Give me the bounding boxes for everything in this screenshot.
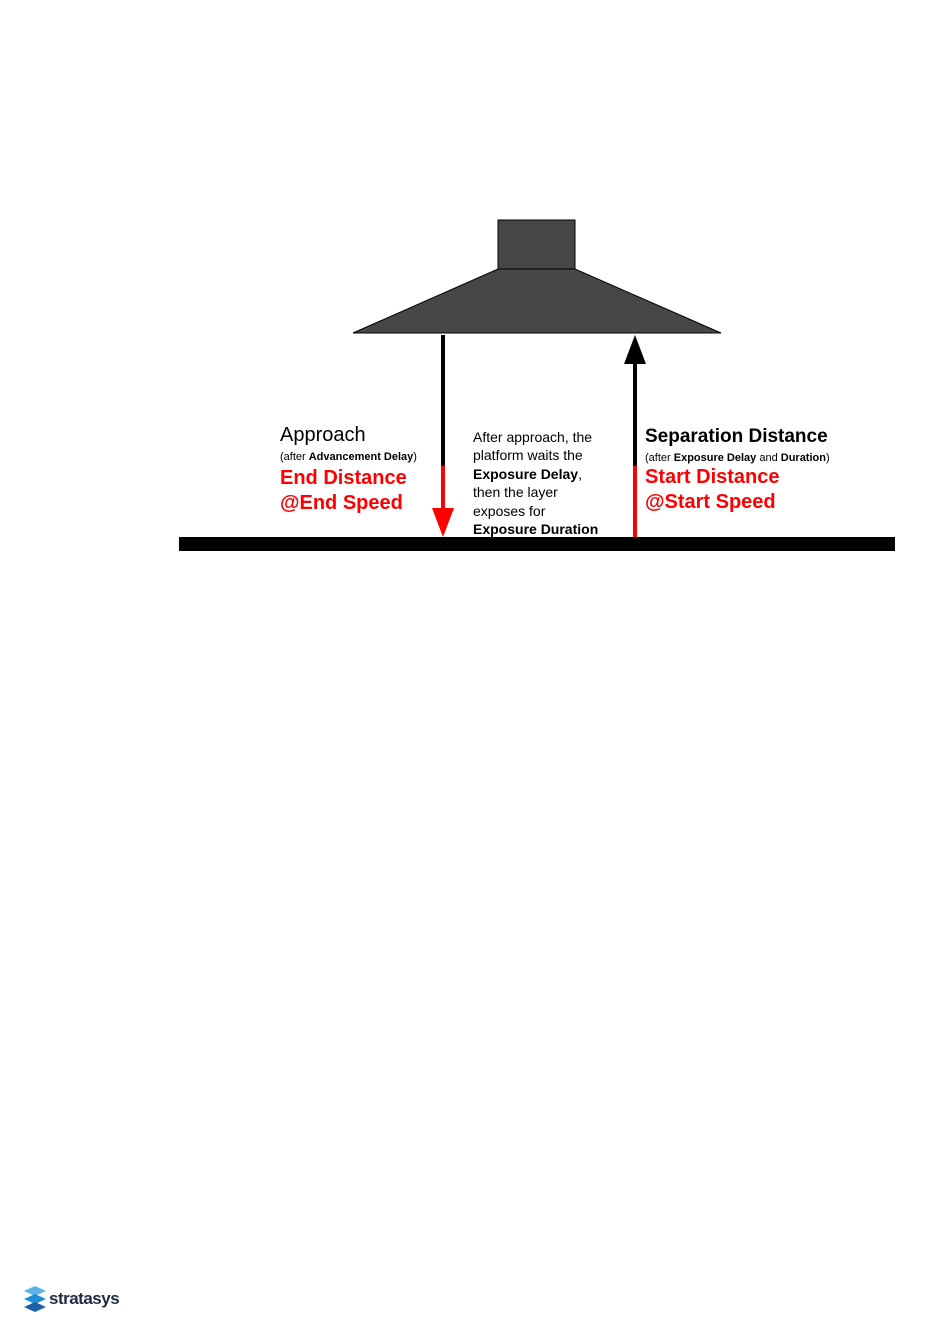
separation-subtitle-prefix: (after xyxy=(645,452,674,464)
separation-subtitle-mid: and xyxy=(756,452,781,464)
explanation-line-4: then the layer xyxy=(473,484,558,501)
end-speed-label: @End Speed xyxy=(280,492,403,514)
approach-subtitle-suffix: ) xyxy=(413,451,417,463)
separation-title: Separation Distance xyxy=(645,426,828,447)
stratasys-logo xyxy=(24,1286,119,1312)
exposure-explanation xyxy=(473,428,598,538)
separation-subtitle xyxy=(645,451,830,465)
platform-body xyxy=(353,269,721,333)
approach-subtitle-prefix: (after xyxy=(280,451,309,463)
separation-red-text xyxy=(645,465,830,515)
exposure-duration-term: Exposure Duration xyxy=(473,521,599,538)
platform-top-block xyxy=(498,220,575,270)
separation-subtitle-suffix: ) xyxy=(825,452,830,464)
start-distance-label: Start Distance xyxy=(645,466,780,488)
exposure-delay-term: Exposure Delay xyxy=(473,465,579,482)
separation-subtitle-bold-2: Duration xyxy=(780,452,826,464)
explanation-line-1: After approach, the xyxy=(473,429,593,445)
vat-floor xyxy=(179,537,895,551)
separation-arrowhead xyxy=(624,335,646,364)
approach-red-text xyxy=(280,466,417,516)
explanation-line-5: exposes for xyxy=(473,502,546,519)
approach-subtitle-bold: Advancement Delay xyxy=(308,451,414,463)
stratasys-logo-icon xyxy=(24,1286,46,1312)
approach-arrowhead xyxy=(432,508,454,537)
separation-label-group xyxy=(645,426,830,515)
explanation-line-3-suffix: , xyxy=(578,465,582,482)
explanation-line-2: platform waits the xyxy=(473,447,583,464)
approach-label-group xyxy=(280,423,417,516)
approach-subtitle xyxy=(280,450,417,464)
stratasys-logo-text: stratasys xyxy=(49,1289,120,1308)
end-distance-label: End Distance xyxy=(280,467,407,489)
start-speed-label: @Start Speed xyxy=(645,491,776,513)
separation-subtitle-bold-1: Exposure Delay xyxy=(673,452,757,464)
approach-title: Approach xyxy=(280,424,366,446)
explanation-line-3 xyxy=(473,465,598,483)
